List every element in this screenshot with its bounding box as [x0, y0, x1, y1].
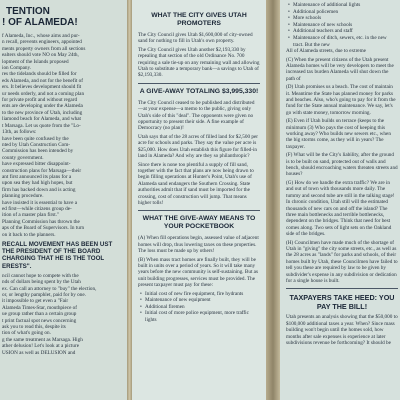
- body-line: res the tidelands should be filled for: [2, 71, 77, 78]
- body-line: county government.: [2, 154, 44, 161]
- body-line: aps of the Board of Supervisors. In turn: [2, 225, 85, 232]
- body-line: ask you to read this, despite its: [2, 324, 66, 331]
- section-title-giveaway: A GIVE-AWAY TOTALING $3,995,330!: [139, 87, 259, 95]
- body-line: USION as well as DELUSION and: [2, 349, 76, 356]
- body-line: nted by Utah Construction Com-: [2, 141, 71, 148]
- body-line: planning procedure.: [2, 193, 44, 200]
- left-body-2: [2, 273, 124, 356]
- body-paragraph: Utah says that of the 28 acres of filled land for $2,500 per acre for schools and parks. They say the value per acre is $25,000. How does Utah establish this figure for filled-in land in Alameda? And why are they so philanthropic?: [138, 133, 258, 160]
- body-line: ex. Can call an attorney to "buy" the election,: [2, 285, 97, 292]
- left-panel-content: [2, 6, 124, 356]
- body-line: ion Company.: [2, 65, 32, 72]
- page-fold: [266, 0, 280, 400]
- body-paragraph: The City Council gives Utah another $2,193,330 by repealing that section of the old Ordinance No. 700 requiring a sale tie-up on any remaining wall and allowing Utah to substitute a temporary bank—a savings to Utah of $2,193,330.: [138, 46, 260, 79]
- body-line: g the same treatment as Marsaga. High: [2, 336, 83, 343]
- body-line: ur needs orderly, and not a coming plan: [2, 90, 85, 97]
- body-line: Alameda Times-Star, mouthpiece of: [2, 304, 77, 311]
- body-line: ed first—while citizens group de-: [2, 205, 72, 212]
- body-line: Planning Commission has thrown the: [2, 218, 80, 225]
- body-line: 13th, as follows:: [2, 129, 37, 136]
- body-line: ers. It believes development should fit: [2, 84, 82, 91]
- body-line: ather delusion! Let's look at a picture: [2, 343, 79, 350]
- body-line: it impossible to get even a "Fair: [2, 298, 69, 305]
- middle-panel: [132, 0, 266, 400]
- right-panel-content: [286, 2, 398, 348]
- left-title-line1: TENTION: [6, 6, 50, 17]
- body-paragraph: (D) Utah promises us a beach. The cost of maintain it. Meantime the State has planned money for parks and beaches. Also, who's going to pay for it from the fund for the State annual maintenance. We say, let's go with state money, tomorrow morning.: [286, 84, 396, 116]
- left-title-line2: ! OF ALAMEDA!: [2, 17, 78, 28]
- middle-panel-content: [138, 10, 260, 324]
- right-panel: [280, 0, 400, 400]
- body-line: f Alameda, Inc., whose aims and pur-: [2, 33, 80, 39]
- left-panel: [0, 0, 128, 400]
- body-line: n recall, prevents engineers, appointed: [2, 39, 82, 46]
- body-paragraph: (E) Even if Utah builds on terrace (keeps to the minimum (3) Who pays the cost of keeping this working away? Who builds new sewers etc., when the big storms come, as they will in years? The taxpayer.: [286, 118, 391, 150]
- body-line: ments property owners from all sections: [2, 45, 86, 52]
- body-line: liamond beach for Alameda, and what: [2, 116, 81, 123]
- body-line: Commission has been intended by: [2, 148, 74, 155]
- bullet-item: • Initial cost of more police equipment, more traffic lights: [140, 310, 260, 323]
- body-line: lopment of the Islands proposed: [2, 58, 69, 65]
- body-paragraph: (C) When the present citizens of the Utah present Alameda homes will be very developers to meet the increased tax burden Alameda will shut down the path of: [286, 56, 394, 82]
- body-line: construction plans for Marsaga—their: [2, 167, 82, 174]
- bullet-item: • Initial cost of new fire equipment, fire hydrants: [140, 291, 260, 298]
- bullet-item: • More schools: [288, 15, 398, 22]
- body-paragraph: (F) What will be the City's liability, after the ground is to be built on sand, protected out of walls and bench, should encroaching waters threaten streets and houses?: [286, 152, 398, 178]
- bullet-item: • Additional policemen: [288, 9, 398, 16]
- divider: [138, 210, 260, 211]
- body-line: ue group rather than a certain group: [2, 311, 77, 318]
- taxpayers-paragraph: Utah presents an analysis showing that the $50,000 to $100,000 additional taxes a year. When? Since mass building won't begin until the homes sold, how months after sale expenses is experience at later subdivisions revenue be forthcoming? It should be: [286, 314, 398, 346]
- bullet-item: • Maintenance of additional lights: [288, 2, 398, 9]
- body-paragraph: The City Council ceased to be published and distributed —at your expense—a memo to the public, giving only Utah's side of this "deal". The opponents were given no opportunity to present their side. A fine example of Democracy (no plan)!: [138, 99, 255, 132]
- body-line: upon sea they had high hopes, but: [2, 180, 73, 187]
- bullet-item: • Maintenance of ditch, sewers, etc. in the new tract. But the new: [288, 35, 398, 48]
- pocketbook-bullets: [138, 291, 260, 324]
- section-pocketbook-body: [138, 235, 260, 288]
- section-gives-body: [138, 32, 260, 79]
- body-line: to the new province of Utah, including: [2, 109, 83, 116]
- body-line: on it back to the planners.: [2, 231, 56, 238]
- divider: [286, 288, 398, 289]
- body-line: tion of what's going on.: [2, 330, 51, 337]
- body-line: ition of a master plan first.": [2, 212, 60, 219]
- body-paragraph: (A) When fill operations begin, assessed value of adjacent homes will drop, thus lowering taxes on these properties. The loss must be made up by others!: [138, 235, 259, 255]
- taxpayers-heading: TAXPAYERS TAKE HEED: YOU PAY THE BILL!: [289, 293, 395, 311]
- body-paragraph: (G) How do we handle the extra traffic? We are in and out of town with thousands more daily. The tummy and second tube are still in the talking stage! In chronic condition, Utah still will the estimated thousands of new cars on and off the island? The three main bottlenecks and terrible bottlenecks, dependent on the bridges. Think that need for best comes along. Two sets of light sets on the Oakland side of the bridges.: [286, 179, 395, 238]
- section-giveaway-body: [138, 100, 260, 207]
- body-paragraph: (B) When mass tract homes are finally built, they will be built in units over a period of years. So it will take many years before the new community is self-sustaining. But as unit building progresses, services must be provided. The present taxpayer must pay for these:: [138, 256, 259, 289]
- body-line: eds Alameda, and not for the benefit of: [2, 77, 83, 84]
- body-line: or, or lengthy pamphlet, paid for by one.: [2, 292, 86, 299]
- body-paragraph: Since there is none too plentiful a supply of fill sand, together with the fact that plans are now being drawn to begin filling operations at Hunter's Point, Utah's use of Alameda sand endangers the Southern Crossing. State authorities admit that if sand must be imported for the crossing, cost of construction will jump. That means higher tolls!: [138, 161, 254, 206]
- right-body: [286, 48, 398, 284]
- bullet-item: • Additional teachers and staff: [288, 28, 398, 35]
- bullet-item: • Additional firemen: [140, 304, 260, 311]
- body-line: ant first announced its plans for a: [2, 173, 72, 180]
- section-title-gives: WHAT THE CITY GIVES UTAH PROMOTERS: [151, 12, 247, 27]
- body-line: ncil cannot hope to compete with the: [2, 272, 79, 279]
- body-line: for private profit and without regard: [2, 97, 78, 104]
- body-line: ents are developing under the Alameda: [2, 103, 83, 110]
- body-line: have expressed bitter disappoint-: [2, 161, 71, 168]
- left-body: [2, 33, 124, 238]
- left-recall-heading: RECALL MOVEMENT HAS BEEN UST THE PRESIDENT OF THE BOARD CHARGING THAT HE IS THE TOOL ERESTS".: [2, 241, 113, 270]
- body-line: have insisted it is essential to have a: [2, 199, 78, 206]
- body-line: firm has backed down and is acting: [2, 186, 76, 193]
- services-bullets: [286, 2, 398, 48]
- bullet-item: • Maintenance of new equipment: [140, 297, 260, 304]
- body-paragraph: The City Council gives Utah $1,600,000 of city-owned sand for nothing to fill in Utah's own property.: [138, 32, 253, 45]
- divider: [138, 83, 260, 84]
- body-paragraph: All of Alameda streets, due to extreme: [286, 48, 366, 55]
- body-line: have been quite confused by the: [2, 135, 69, 142]
- body-line: ealters should vote NO on May 24th,: [2, 52, 79, 59]
- bullet-item: • Maintenance of new schools: [288, 22, 398, 29]
- body-line: nds of dollars being spent by the Utah: [2, 279, 81, 286]
- body-paragraph: (H) Councilmen have made much of the shortage of Utah in "giving" the city some streets, etc., as well as the 28 acres as "lands" for parks and schools, of their homes built by Utah, these Councilmen have failed to tell you these are required by law to be given by subdivider's expense in any subdivision or dedication for a single house is built.: [286, 239, 398, 284]
- body-line: t Marsaga. Let us quote from the "Lo-: [2, 122, 81, 129]
- body-line: t print factual spot news concerning: [2, 317, 77, 324]
- section-title-pocketbook: WHAT THE GIVE-AWAY MEANS TO YOUR POCKETBOOK: [142, 215, 256, 231]
